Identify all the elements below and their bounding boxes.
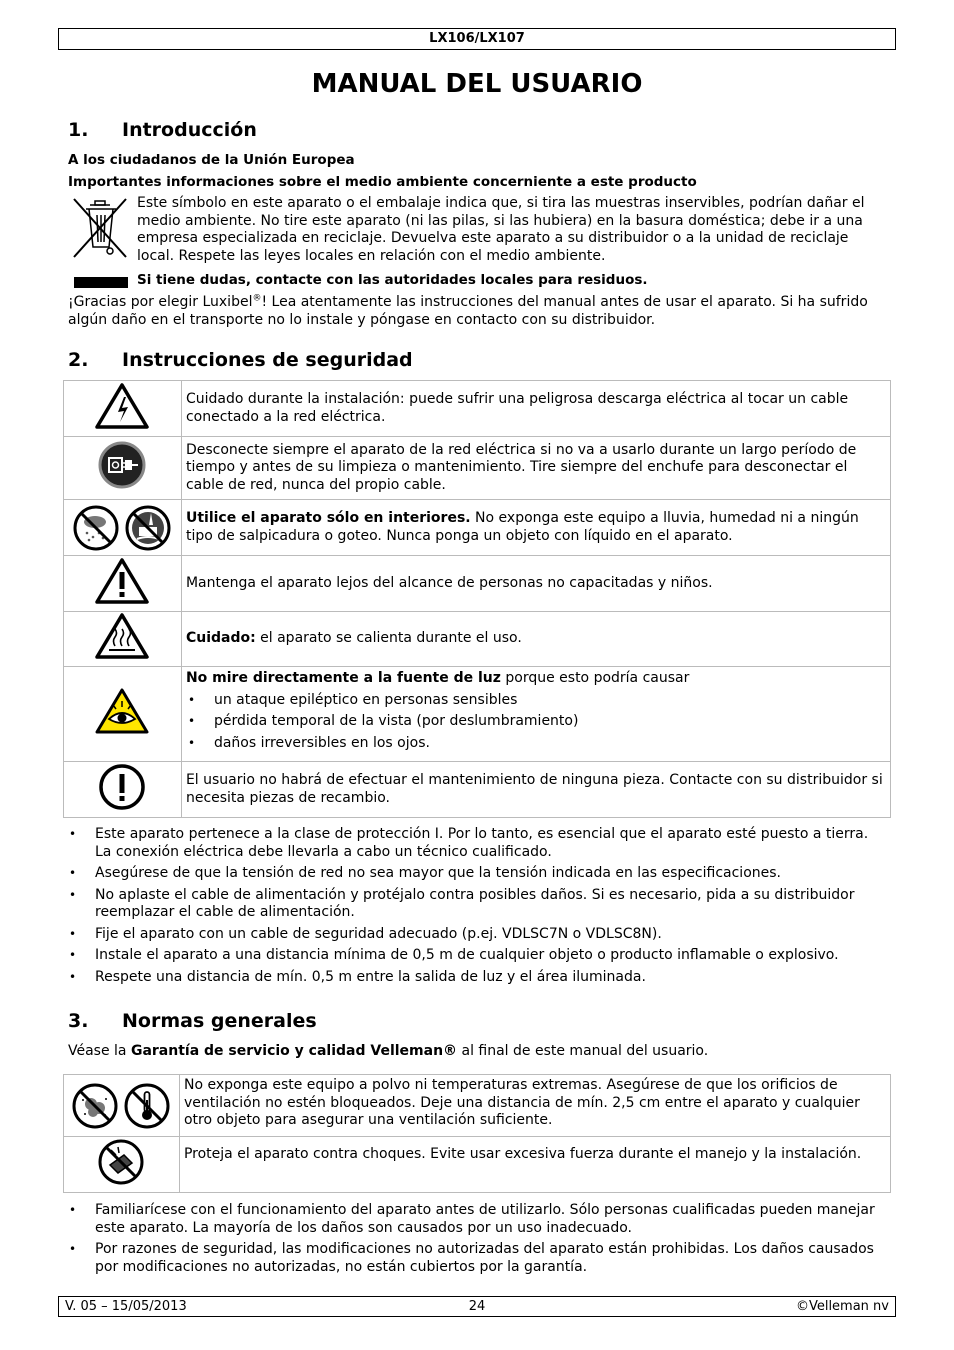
section-number: 3. — [68, 1010, 89, 1032]
list-item: • Por razones de seguridad, las modificaciones no autorizadas del aparato están prohibidas. Los daños causados por modificaciones no autorizadas, no están cubiertos por la garantía. — [63, 1241, 889, 1276]
text-cell — [181, 762, 890, 818]
row-bold-text: Utilice el aparato sólo en interiores. — [185, 510, 471, 526]
icon-cell — [64, 1075, 180, 1137]
warranty-text-end: al final de este manual del usuario. — [457, 1043, 709, 1059]
icon-cell — [64, 556, 182, 612]
environment-heading: Importantes informaciones sobre el medio ambiente concerniente a este producto — [68, 174, 697, 190]
table-row — [64, 762, 891, 818]
row-text: El usuario no habrá de efectuar el mantenimiento de ninguna pieza. Contacte con su distribuidor si necesita piezas de recambio. — [185, 772, 883, 806]
icon-cell — [64, 437, 182, 500]
row-text: Desconecte siempre el aparato de la red eléctrica si no va a usarlo durante un largo período de tiempo y antes de su limpieza o mantenimiento. Tire siempre del enchufe para desconectar el cable de red, nunca del propio cable. — [185, 441, 857, 493]
table-row — [64, 556, 891, 612]
warranty-note — [68, 1043, 888, 1061]
text-cell — [179, 1075, 890, 1137]
list-item: • Fije el aparato con un cable de seguridad adecuado (p.ej. VDLSC7N o VDLSC8N). — [63, 926, 889, 944]
row-text: el aparato se calienta durante el uso. — [255, 630, 522, 647]
text-cell — [181, 667, 890, 762]
row-text: Proteja el aparato contra choques. Evite usar excesiva fuerza durante el manejo y la instalación. — [183, 1146, 862, 1162]
weee-black-bar — [74, 277, 128, 288]
table-row — [64, 612, 891, 667]
attention-icon — [98, 763, 146, 811]
icon-cell — [64, 381, 182, 437]
list-item: • Instale el aparato a una distancia mínima de 0,5 m de cualquier objeto o producto inflamable o explosivo. — [63, 947, 889, 965]
document-footer — [58, 1296, 896, 1317]
electric-shock-warning-icon — [94, 382, 150, 430]
registered-mark: ® — [252, 293, 262, 304]
icon-cell — [64, 1137, 180, 1193]
no-rain-icon — [73, 505, 119, 551]
list-item: • pérdida temporal de la vista (por deslumbramiento) — [186, 713, 886, 731]
eye-risk-list — [186, 692, 886, 753]
row-bold-text: No mire directamente a la fuente de luz — [185, 670, 501, 686]
list-item: • Asegúrese de que la tensión de red no sea mayor que la tensión indicada en las especificaciones. — [63, 865, 889, 883]
row-text: porque esto podría causar — [500, 670, 690, 686]
list-item: • Este aparato pertenece a la clase de protección I. Por lo tanto, es esencial que el aparato esté puesto a tierra. La conexión eléctrica debe llevarla a cabo un técnico cualificado. — [63, 826, 889, 861]
row-text: No exponga este equipo a polvo ni temperaturas extremas. Asegúrese de que los orificios de ventilación no estén bloqueados. Deje una distancia de mín. 2,5 cm entre el aparato y cualquier otro objeto para asegurar una ventilación suficiente. — [183, 1077, 860, 1128]
safety-bullet-list — [63, 826, 889, 990]
section-title: Introducción — [122, 119, 257, 141]
weee-bin-icon — [68, 195, 132, 263]
section-3-heading — [68, 1010, 568, 1032]
section-2-heading — [68, 349, 568, 371]
no-heat-icon — [123, 1082, 171, 1130]
eu-heading: A los ciudadanos de la Unión Europea — [68, 152, 355, 168]
doubts-text: Si tiene dudas, contacte con las autoridades locales para residuos. — [137, 272, 648, 288]
thanks-text-start: ¡Gracias por elegir Luxibel — [68, 294, 253, 310]
row-bold-text: Cuidado: — [185, 630, 256, 647]
unplug-icon — [98, 441, 146, 489]
row-text: Cuidado durante la instalación: puede sufrir una peligrosa descarga eléctrica al tocar un cable conectado a la red eléctrica. — [185, 391, 849, 425]
section-number: 2. — [68, 349, 89, 371]
page-title: MANUAL DEL USUARIO — [311, 69, 643, 99]
safety-table — [63, 380, 891, 818]
text-cell — [181, 381, 890, 437]
weee-paragraph: Este símbolo en este aparato o el embalaje indica que, si tira las muestras inservibles, podrían dañar el medio ambiente. No tire este aparato (ni las pilas, si las hubiera) en la basura doméstica; debe ir a una empresa especializada en reciclaje. Devuelva este aparato a su distribuidor o a la unidad de reciclaje local. Respete las leyes locales en relación con el medio ambiente. — [137, 195, 865, 264]
no-liquid-icon — [125, 505, 171, 551]
document-header: LX106/LX107 — [58, 28, 896, 50]
no-dust-icon — [71, 1082, 119, 1130]
general-rules-table — [63, 1074, 891, 1193]
section-title: Normas generales — [122, 1010, 317, 1032]
list-item: • daños irreversibles en los ojos. — [186, 735, 886, 753]
table-row — [64, 1137, 891, 1193]
table-row — [64, 667, 891, 762]
general-bullet-list — [63, 1202, 889, 1280]
version-date: V. 05 – 15/05/2013 — [65, 1299, 187, 1314]
general-warning-icon — [94, 557, 150, 605]
thanks-text-end: ! Lea atentamente las instrucciones del manual antes de usar el aparato. Si ha sufrido algún daño en el transporte no lo instale y póngase en contacto con su distribuidor. — [68, 294, 868, 328]
icon-cell — [64, 762, 182, 818]
section-1-heading — [68, 119, 468, 141]
warranty-text-start: Véase la — [68, 1043, 131, 1059]
page-number: 24 — [468, 1299, 486, 1314]
row-text: Mantenga el aparato lejos del alcance de personas no capacitadas y niños. — [185, 574, 713, 591]
row-text: No exponga este equipo a lluvia, humedad ni a ningún tipo de salpicadura o goteo. Nunca ponga un objeto con líquido en el aparato. — [185, 510, 859, 544]
table-row — [64, 437, 891, 500]
text-cell — [181, 556, 890, 612]
list-item: • No aplaste el cable de alimentación y protéjalo contra posibles daños. Si es necesario, pida a su distribuidor reemplazar el cable de alimentación. — [63, 887, 889, 922]
list-item: • Familiarícese con el funcionamiento del aparato antes de utilizarlo. Sólo personas cualificadas pueden manejar este aparato. La mayoría de los daños son causados por un uso inadecuado. — [63, 1202, 889, 1237]
section-number: 1. — [68, 119, 89, 141]
list-item: • Respete una distancia de mín. 0,5 m entre la salida de luz y el área iluminada. — [63, 969, 889, 987]
warranty-link-text: Garantía de servicio y calidad Velleman® — [130, 1043, 458, 1059]
text-cell — [181, 500, 890, 556]
hot-surface-icon — [94, 612, 150, 660]
thanks-paragraph — [68, 294, 888, 329]
eye-warning-icon — [94, 687, 150, 735]
section-title: Instrucciones de seguridad — [122, 349, 413, 371]
table-row — [64, 500, 891, 556]
table-row — [64, 1075, 891, 1137]
text-cell — [179, 1137, 890, 1193]
no-shock-icon — [97, 1138, 145, 1186]
copyright: ©Velleman nv — [795, 1299, 889, 1314]
list-item: • un ataque epiléptico en personas sensibles — [186, 692, 886, 710]
icon-cell — [64, 612, 182, 667]
icon-cell — [64, 667, 182, 762]
icon-cell — [64, 500, 182, 556]
text-cell — [181, 612, 890, 667]
table-row — [64, 381, 891, 437]
text-cell — [181, 437, 890, 500]
